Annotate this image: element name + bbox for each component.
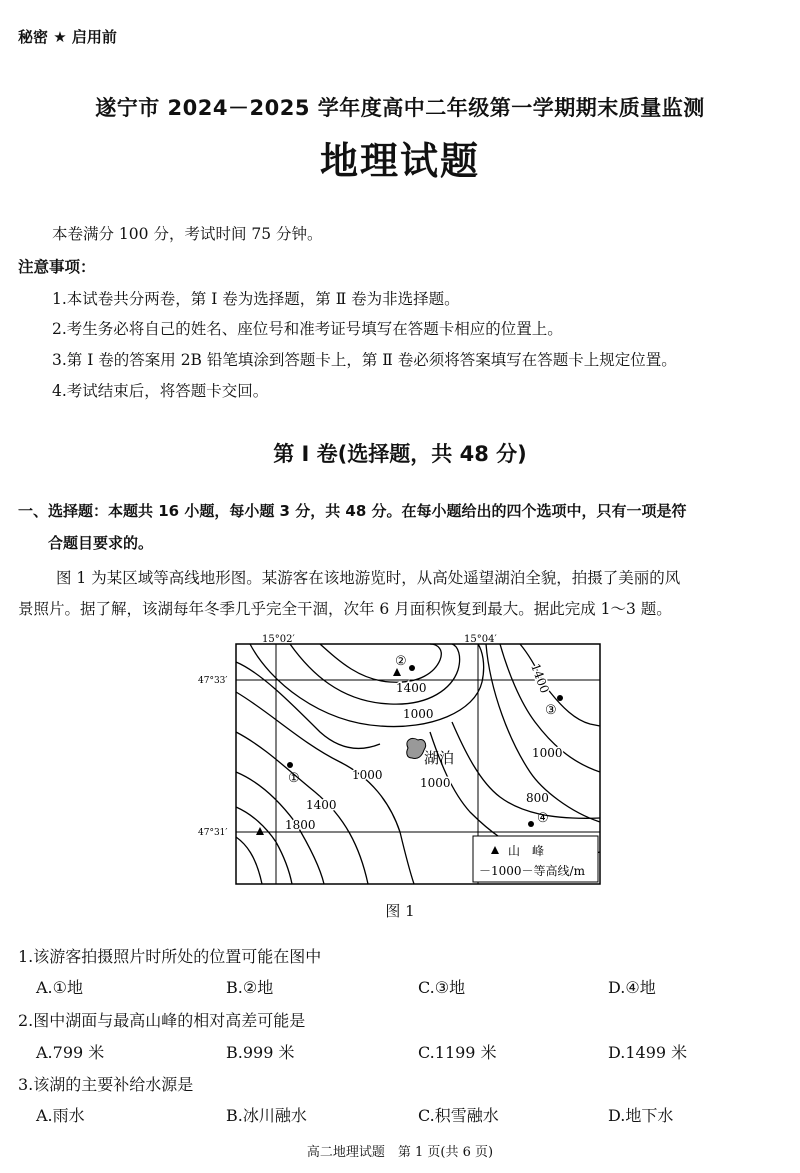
lat-label-top: 47°33′ [198, 676, 228, 686]
section-title: 第 Ⅰ 卷(选择题，共 48 分) [273, 442, 527, 466]
question-stem: 1.该游客拍摄照片时所处的位置可能在图中 [18, 947, 322, 966]
contour-label: 1400 [396, 681, 427, 695]
question-option: A.799 米 [36, 1043, 105, 1062]
passage-text: 图 1 为某区域等高线地形图。某游客在该地游览时，从高处遥望湖泊全貌，拍摄了美丽的风 [56, 569, 681, 587]
question-option: B.②地 [226, 978, 274, 997]
location-dot [557, 695, 563, 701]
question-option: D.1499 米 [608, 1043, 688, 1062]
question-option: C.1199 米 [418, 1043, 497, 1062]
legend-peak-label: 山 峰 [508, 844, 545, 858]
marker-label: ④ [537, 811, 549, 826]
question-stem: 3.该湖的主要补给水源是 [18, 1075, 194, 1094]
marker-label: ② [395, 654, 407, 669]
contour-label: 1000 [420, 776, 451, 790]
contour-label: 1400 [306, 798, 337, 812]
lon-label-left: 15°02′ [262, 634, 295, 645]
marker-label: ① [288, 771, 300, 786]
section-instruction: 一、选择题：本题共 16 小题，每小题 3 分，共 48 分。在每小题给出的四个选项中，只有一项是符 [18, 502, 687, 520]
exam-title: 遂宁市 2024－2025 学年度高中二年级第一学期期末质量监测 [95, 96, 705, 120]
contour-label: 1000 [403, 707, 434, 721]
question-option: B.999 米 [226, 1043, 295, 1062]
page-footer: 高二地理试题 第 1 页(共 6 页) [306, 1145, 494, 1160]
location-dot [528, 821, 534, 827]
question-option: D.地下水 [608, 1106, 674, 1125]
legend-contour-label: －1000－等高线/m [479, 864, 585, 878]
question-stem: 2.图中湖面与最高山峰的相对高差可能是 [18, 1011, 306, 1030]
score-time-note: 本卷满分 100 分，考试时间 75 分钟。 [52, 225, 323, 243]
contour-label: 1000 [532, 746, 563, 760]
lon-label-right: 15°04′ [464, 634, 497, 645]
notice-heading: 注意事项： [18, 258, 96, 276]
figure-caption: 图 1 [385, 902, 415, 920]
lake-label: 湖泊 [424, 749, 455, 767]
location-dot [409, 665, 415, 671]
passage-text-cont: 景照片。据了解，该湖每年冬季几乎完全干涸，次年 6 月面积恢复到最大。据此完成 1～3 题。 [18, 600, 672, 618]
question-option: C.积雪融水 [418, 1106, 499, 1125]
location-dot [287, 762, 293, 768]
lat-label-bottom: 47°31′ [198, 828, 228, 838]
question-option: C.③地 [418, 978, 466, 997]
contour-label: 1400 [528, 661, 552, 696]
contour-label: 1000 [352, 768, 383, 782]
contour-map [190, 632, 610, 892]
section-instruction-cont: 合题目要求的。 [48, 534, 154, 552]
question-option: D.④地 [608, 978, 656, 997]
question-option: A.雨水 [36, 1106, 85, 1125]
confidential-label: 秘密 ★ 启用前 [18, 28, 117, 46]
notice-item: 1.本试卷共分两卷，第 Ⅰ 卷为选择题，第 Ⅱ 卷为非选择题。 [52, 290, 460, 308]
notice-item: 4.考试结束后，将答题卡交回。 [52, 382, 269, 400]
contour-label: 1800 [285, 818, 316, 832]
notice-item: 2.考生务必将自己的姓名、座位号和准考证号填写在答题卡相应的位置上。 [52, 320, 563, 338]
question-option: A.①地 [36, 978, 83, 997]
subject-title: 地理试题 [319, 139, 480, 183]
notice-item: 3.第 Ⅰ 卷的答案用 2B 铅笔填涂到答题卡上，第 Ⅱ 卷必须将答案填写在答题卡上规定位置。 [52, 351, 677, 369]
question-option: B.冰川融水 [226, 1106, 307, 1125]
contour-label: 800 [526, 791, 549, 805]
marker-label: ③ [545, 703, 557, 718]
